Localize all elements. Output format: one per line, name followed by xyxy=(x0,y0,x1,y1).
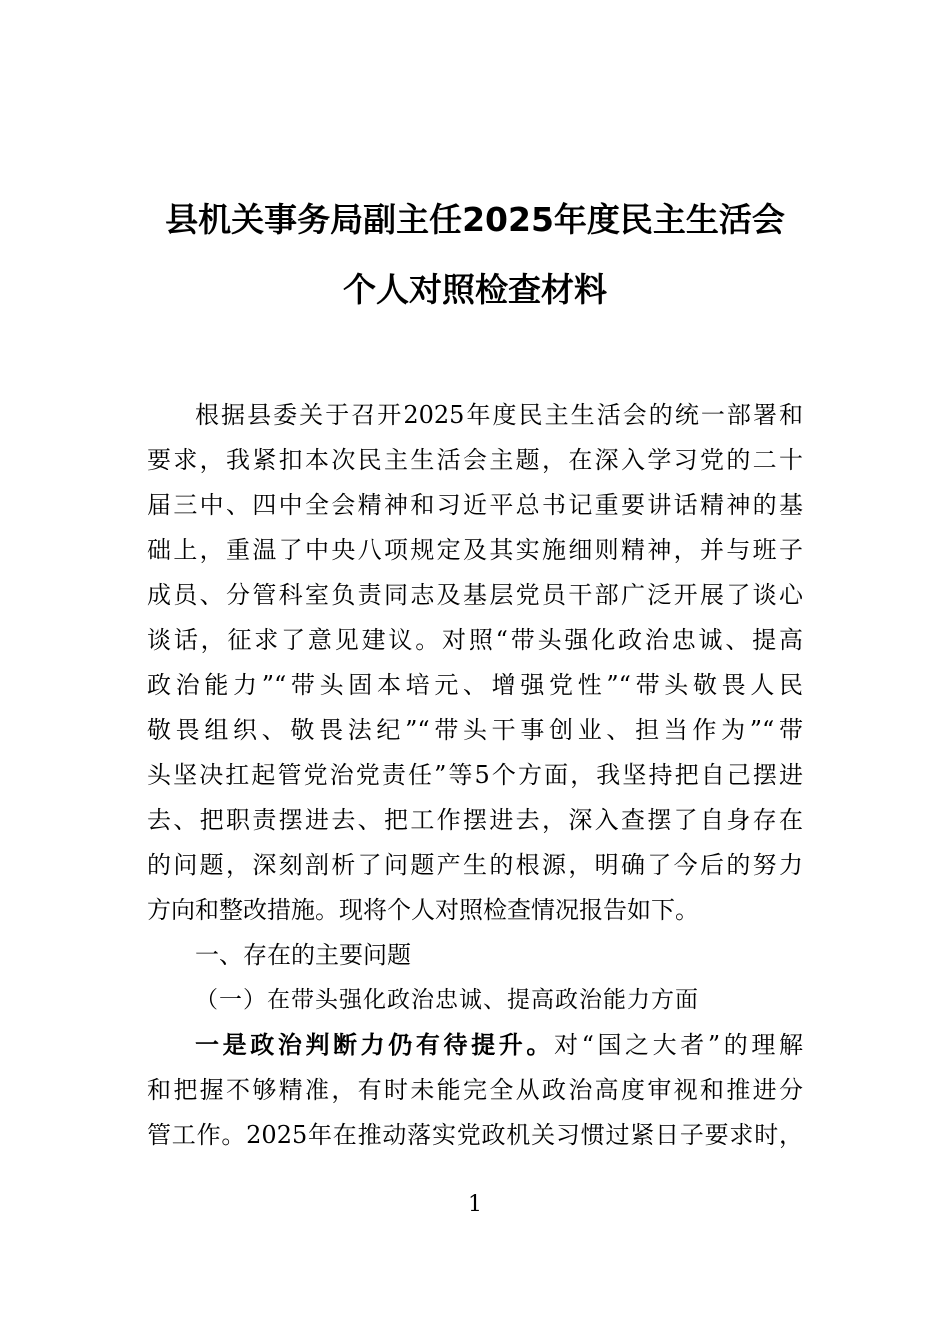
intro-line: 头坚决扛起管党治党责任”等5个方面，我坚持把自己摆进 xyxy=(147,761,803,789)
intro-line: 的问题，深刻剖析了问题产生的根源，明确了今后的努力 xyxy=(147,851,803,879)
intro-line: 去、把职责摆进去、把工作摆进去，深入查摆了自身存在 xyxy=(147,806,803,834)
section-heading: 一、存在的主要问题 xyxy=(195,941,411,969)
document-title-line-2: 个人对照检查材料 xyxy=(343,270,607,309)
document-title-line-1: 县机关事务局副主任2025年度民主生活会 xyxy=(165,200,785,239)
point-line-rest: 对“国之大者”的理解 xyxy=(553,1031,803,1059)
page-number: 1 xyxy=(468,1192,482,1217)
intro-line: 根据县委关于召开2025年度民主生活会的统一部署和 xyxy=(195,401,803,429)
intro-line: 谈话，征求了意见建议。对照“带头强化政治忠诚、提高 xyxy=(147,626,803,654)
intro-line: 要求，我紧扣本次民主生活会主题，在深入学习党的二十 xyxy=(147,446,803,474)
point-line xyxy=(195,1030,803,1060)
intro-line: 础上，重温了中央八项规定及其实施细则精神，并与班子 xyxy=(147,536,803,564)
point-line: 管工作。2025年在推动落实党政机关习惯过紧日子要求时， xyxy=(147,1121,803,1149)
point-lead: 一是政治判断力仍有待提升。 xyxy=(195,1031,554,1059)
point-line: 和把握不够精准，有时未能完全从政治高度审视和推进分 xyxy=(147,1076,803,1104)
intro-line: 届三中、四中全会精神和习近平总书记重要讲话精神的基 xyxy=(147,491,803,519)
intro-line: 成员、分管科室负责同志及基层党员干部广泛开展了谈心 xyxy=(147,581,803,609)
intro-line: 方向和整改措施。现将个人对照检查情况报告如下。 xyxy=(147,896,699,924)
intro-line: 敬畏组织、敬畏法纪”“带头干事创业、担当作为”“带 xyxy=(147,716,803,744)
subsection-heading: （一）在带头强化政治忠诚、提高政治能力方面 xyxy=(195,987,699,1013)
intro-line: 政治能力”“带头固本培元、增强党性”“带头敬畏人民 xyxy=(147,671,803,699)
